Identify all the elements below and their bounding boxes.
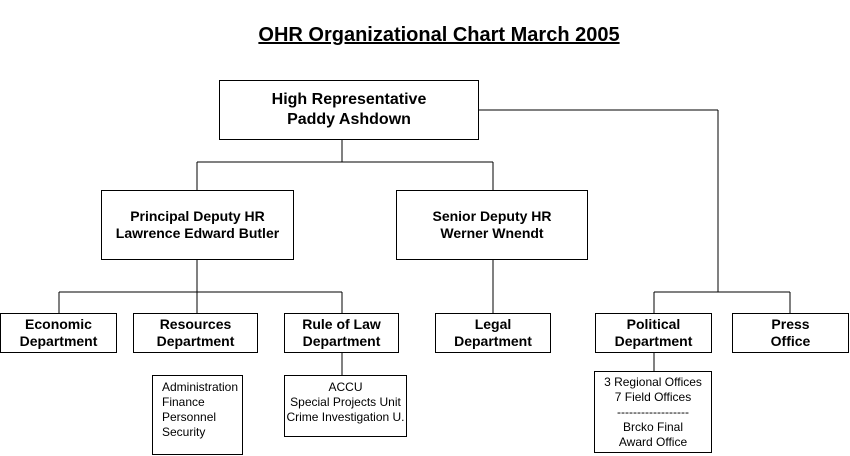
legal-department-box: [435, 313, 551, 353]
rule-of-law-units-list: [284, 375, 407, 437]
box-line2: Office: [770, 333, 811, 349]
list-item: Personnel: [162, 410, 217, 424]
box-line1: Resources: [159, 315, 232, 332]
box-line1: Principal Deputy HR: [130, 207, 265, 224]
box-line1: Senior Deputy HR: [432, 207, 552, 224]
list-item: 7 Field Offices: [614, 390, 692, 404]
chart-title: OHR Organizational Chart March 2005: [258, 24, 620, 46]
principal-deputy-box: [101, 190, 294, 260]
list-item: Award Office: [618, 435, 688, 449]
box-line2: Lawrence Edward Butler: [115, 225, 280, 241]
list-separator: ------------------: [617, 405, 689, 419]
list-item: Special Projects Unit: [290, 395, 401, 409]
box-line2: Paddy Ashdown: [287, 111, 411, 128]
political-units-list: [594, 371, 712, 453]
resources-units-list: [152, 375, 243, 455]
high-representative-box: [219, 80, 479, 140]
box-line1: Legal: [474, 315, 512, 332]
box-line2: Department: [302, 333, 381, 349]
list-item: ACCU: [328, 380, 363, 394]
economic-department-box: [0, 313, 117, 353]
list-item: Brcko Final: [622, 420, 684, 434]
senior-deputy-box: [396, 190, 588, 260]
box-line1: High Representative: [271, 91, 427, 108]
rule-of-law-department-box: [284, 313, 399, 353]
list-item: Administration: [162, 380, 239, 394]
box-line2: Department: [454, 333, 532, 349]
box-line2: Department: [614, 333, 693, 349]
list-item: 3 Regional Offices: [604, 375, 702, 389]
box-line1: Press: [771, 315, 810, 332]
list-item: Finance: [162, 395, 205, 409]
list-item: Crime Investigation U.: [286, 410, 405, 424]
box-line2: Werner Wnendt: [440, 225, 544, 241]
political-department-box: [595, 313, 712, 353]
box-line1: Rule of Law: [302, 315, 381, 332]
box-line1: Political: [626, 315, 681, 332]
box-line1: Economic: [25, 315, 92, 332]
resources-department-box: [133, 313, 258, 353]
box-line2: Department: [156, 333, 235, 349]
box-line2: Department: [19, 333, 98, 349]
list-item: Security: [162, 425, 206, 439]
press-office-box: [732, 313, 849, 353]
